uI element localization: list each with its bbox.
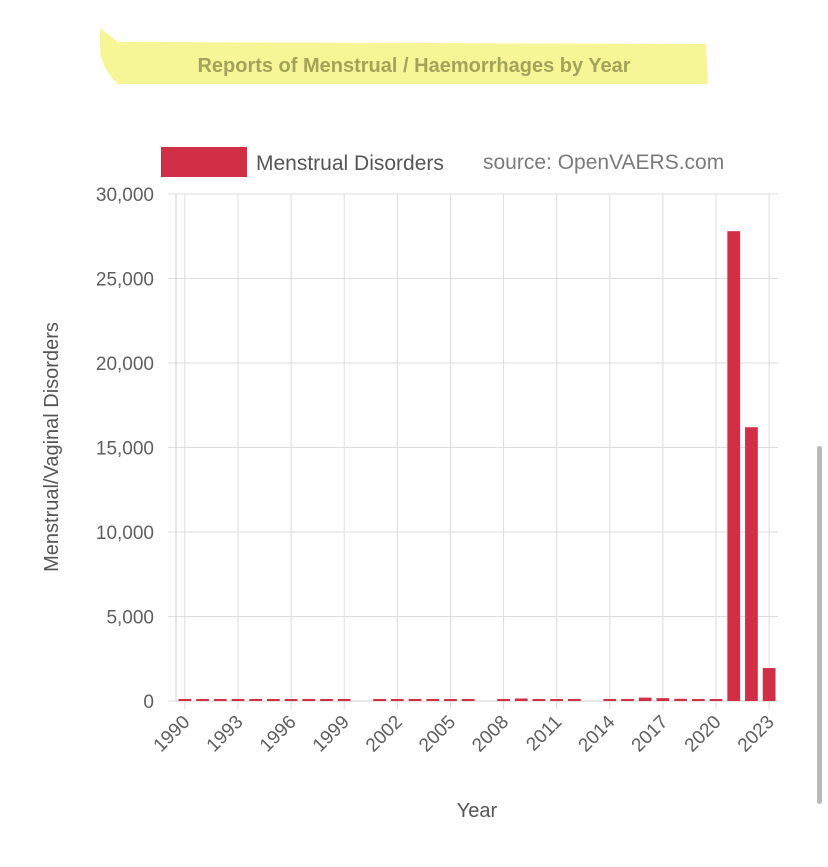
y-tick-label: 0 — [143, 692, 154, 713]
grid-lines — [168, 194, 778, 709]
bar-2004[interactable] — [426, 699, 439, 701]
bar-2005[interactable] — [444, 699, 457, 701]
bar-1990[interactable] — [178, 699, 191, 701]
x-tick-label: 1993 — [202, 711, 248, 757]
bar-1998[interactable] — [320, 699, 333, 701]
x-tick-label: 2008 — [468, 711, 514, 757]
bar-1996[interactable] — [285, 699, 298, 701]
x-tick-label: 2017 — [627, 711, 673, 757]
vertical-scrollbar[interactable] — [817, 446, 822, 804]
x-tick-label: 2002 — [362, 711, 407, 757]
bar-2018[interactable] — [674, 699, 687, 701]
x-axis-ticks — [150, 711, 779, 756]
legend-label[interactable]: Menstrual Disorders — [256, 152, 444, 175]
bar-2021[interactable] — [727, 231, 740, 701]
bar-1995[interactable] — [267, 699, 280, 701]
bar-2001[interactable] — [373, 699, 386, 701]
bar-2014[interactable] — [603, 699, 616, 701]
x-tick-label: 2011 — [522, 711, 567, 756]
bar-2023[interactable] — [763, 668, 776, 701]
y-tick-label: 30,000 — [95, 185, 154, 206]
bar-1997[interactable] — [302, 699, 315, 701]
bar-1992[interactable] — [214, 699, 227, 701]
bar-2016[interactable] — [639, 698, 652, 701]
y-axis-ticks — [96, 185, 154, 713]
bar-2008[interactable] — [497, 699, 510, 701]
y-axis-title: Menstrual/Vaginal Disorders — [41, 322, 63, 572]
bar-1994[interactable] — [249, 699, 262, 701]
legend-swatch[interactable] — [161, 147, 247, 177]
bar-2017[interactable] — [657, 698, 670, 701]
y-tick-label: 15,000 — [95, 438, 154, 460]
bar-2006[interactable] — [462, 699, 475, 701]
y-tick-label: 25,000 — [95, 269, 154, 291]
chart-title: Reports of Menstrual / Haemorrhages by Year — [197, 55, 631, 77]
x-tick-label: 1996 — [255, 711, 301, 757]
x-tick-label: 1990 — [149, 711, 195, 757]
bar-1991[interactable] — [196, 699, 209, 701]
bar-2003[interactable] — [409, 699, 422, 701]
bar-1993[interactable] — [232, 699, 245, 701]
source-label: source: OpenVAERS.com — [483, 151, 725, 174]
bar-2002[interactable] — [391, 699, 404, 701]
y-tick-label: 20,000 — [95, 354, 154, 375]
x-tick-label: 2023 — [733, 711, 779, 757]
x-tick-label: 2020 — [680, 711, 726, 757]
x-tick-label: 2005 — [415, 711, 460, 757]
x-axis-title: Year — [456, 800, 498, 822]
x-tick-label: 2014 — [574, 711, 620, 757]
bar-2010[interactable] — [533, 699, 546, 701]
bar-2011[interactable] — [550, 699, 563, 701]
bar-2019[interactable] — [692, 699, 705, 701]
y-tick-label: 5,000 — [106, 607, 154, 629]
bar-2022[interactable] — [745, 427, 758, 701]
bars — [178, 231, 775, 701]
bar-2015[interactable] — [621, 699, 634, 701]
bar-2009[interactable] — [515, 698, 528, 701]
bar-2020[interactable] — [710, 699, 723, 701]
bar-2012[interactable] — [568, 699, 581, 701]
y-tick-label: 10,000 — [95, 523, 154, 544]
bar-1999[interactable] — [338, 699, 351, 701]
x-tick-label: 1999 — [308, 711, 354, 757]
